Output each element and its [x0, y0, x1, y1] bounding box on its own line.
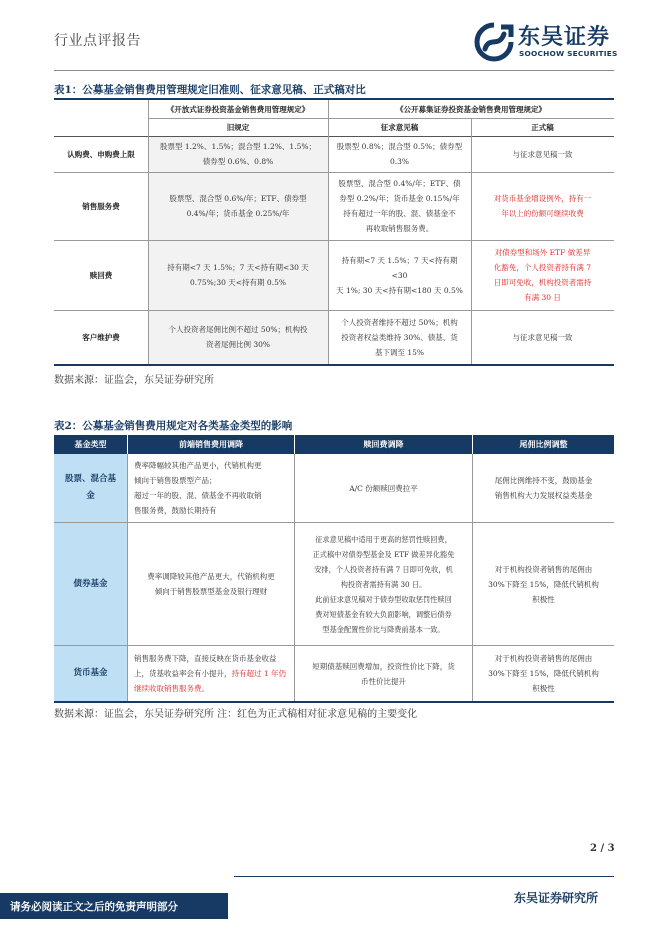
table2-cell-front-fee: 费率降幅较其他产品更小，代销机构更 倾向于销售股票型产品； 超过一年的股、混、债基金不再收取销 售服务费，鼓励长期持有	[134, 461, 262, 515]
table1-cell-old: 股票型、混合型 0.6%/年；ETF、债券型 0.4%/年；货币基金 0.25%/年	[148, 172, 328, 240]
table2-cell-redemption-fee-change: 征求意见稿中适用于更高的惩罚性赎回费， 正式稿中对债券型基金及 ETF 做差异化豁免 安排，个人投资者持有满 7 日即可免收，机 构投资者需持有满 30 日。 此前征求意见稿对于债券型收取惩罚性赎回 费对短债基金有较大负面影响，调整后债券 型基金配置性价比与降费前基本一致。	[312, 534, 455, 634]
table1-gridline	[54, 310, 614, 311]
page-number: 2 / 3	[590, 843, 615, 854]
table2-bottom-rule	[54, 701, 614, 703]
table1-cell-draft: 股票型、混合型 0.4%/年；ETF、债 券型 0.2%/年；货币基金 0.15%/年 持有超过一年的股、混、债基金不 再收取销售服务费。	[338, 179, 461, 233]
table1-cell-draft: 持有期<7 天 1.5%；7 天<持有期<30 天 1%; 30 天<持有期<180 天 0.5%	[336, 255, 463, 295]
table1-gridline	[471, 118, 472, 364]
table1-row-label: 销售服务费	[82, 201, 120, 211]
table2-category-equity-mixed: 股票、混合基 金	[54, 454, 127, 522]
table1-gridline	[148, 100, 149, 364]
table1-source: 数据来源：证监会，东吴证券研究所	[54, 375, 214, 386]
table1-row-label: 认购费、申购费上限	[67, 149, 135, 159]
table1-cell-final: 对债券型和场外 ETF 做差异 化豁免，个人投资者持有满 7 日即可免收，机构投资者需持 有满 30 日	[493, 248, 592, 302]
soochow-logo-icon	[474, 22, 514, 62]
table2-cell-front-fee: 费率调降较其他产品更大，代销机构更 倾向于销售股票型基金及银行理财	[147, 572, 275, 596]
report-type-label: 行业点评报告	[54, 33, 141, 49]
table1-caption: 表1：公募基金销售费用管理规定旧准则、征求意见稿、正式稿对比	[54, 84, 366, 96]
table1-row-label: 客户维护费	[82, 332, 120, 342]
table2-header-fund-type: 基金类型	[54, 435, 127, 454]
table2-header-trail-fee: 尾佣比例调整	[473, 435, 614, 454]
table1-new-regulation-title: 《公开募集证券投资基金销售费用管理规定》	[396, 104, 546, 114]
table1-gridline	[328, 100, 329, 364]
table2-cell-redemption-fee: A/C 份额赎回费拉平	[349, 483, 418, 493]
table1-gridline	[148, 118, 614, 119]
table1-gridline	[54, 136, 614, 137]
table1-cell-old: 股票型 1.2%、1.5%；混合型 1.2%、1.5%； 债券型 0.6%、0.8%	[148, 136, 328, 172]
table1-col-old: 旧规定	[226, 122, 250, 132]
table2-category-bond: 债券基金	[54, 523, 127, 645]
table2-gridline	[54, 645, 614, 646]
table2-header-redemption-fee: 赎回费调降	[295, 435, 472, 454]
table2-cell-trail-fee: 对于机构投资者销售的尾佣由 30%下降至 15%，降低代销机构 积极性	[488, 564, 599, 604]
table2-cell-trail-fee: 尾佣比例维持不变，鼓励基金 销售机构大力发展权益类基金	[494, 476, 593, 500]
table2-gridline	[294, 454, 295, 701]
table1-cell-old: 个人投资者尾佣比例不超过 50%；机构投 资者尾佣比例 30%	[148, 310, 328, 364]
table2-cell-redemption-fee: 短期债基赎回费增加，投资性价比下降，货 币性价比提升	[312, 661, 455, 686]
logo-english-name: SOOCHOW SECURITIES	[519, 49, 618, 58]
table2-gridline	[54, 522, 614, 523]
table1-gridline	[54, 240, 614, 241]
table1-bottom-rule	[54, 364, 614, 366]
table2-gridline	[127, 454, 128, 701]
table2-category-money-market: 货币基金	[54, 646, 127, 701]
footer-organization: 东吴证券研究所	[514, 891, 599, 905]
table1-cell-draft: 股票型 0.8%；混合型 0.5%；债券型 0.3%	[336, 142, 463, 166]
table1-cell-final: 与征求意见稿一致	[512, 332, 573, 342]
table1-cell-draft: 个人投资者维持不超过 50%；机构 投资者权益类维持 30%、债基、货 基下调至 15%	[341, 317, 458, 357]
table1-cell-old: 持有期<7 天 1.5%；7 天<持有期<30 天 0.75%;30 天<持有期 0.5%	[148, 240, 328, 310]
table2-source: 数据来源：证监会，东吴证券研究所 注：红色为正式稿相对征求意见稿的主要变化	[54, 709, 418, 720]
table1-col-final: 正式稿	[531, 122, 554, 132]
table1-cell-final: 与征求意见稿一致	[512, 149, 573, 159]
table2-cell-trail-fee: 对于机构投资者销售的尾佣由 30%下降至 15%，降低代销机构 积极性	[488, 654, 599, 693]
header-divider	[54, 70, 614, 71]
table2-header-front-fee: 前端销售费用调降	[128, 435, 294, 454]
table1-gridline	[54, 172, 614, 173]
company-logo	[474, 20, 624, 64]
table1-col-draft: 征求意见稿	[380, 122, 419, 132]
table2-gridline	[472, 454, 473, 701]
table1-cell-final: 对货币基金增设例外，持有一 年以上的份额可继续收费	[493, 194, 592, 218]
table1-row-label: 赎回费	[89, 270, 113, 280]
footer-divider	[234, 876, 614, 877]
logo-chinese-name: 东吴证券	[518, 25, 611, 50]
footer-disclaimer-text: 请务必阅读正文之后的免责声明部分	[10, 901, 178, 913]
table2-cell-front-fee: 销售服务费下降，直接反映在货币基金收益上，货基收益率会有小提升，持有超过 1 年仍继续收取销售服务费。	[134, 654, 287, 693]
table2-caption: 表2：公募基金销售费用规定对各类基金类型的影响	[54, 420, 293, 432]
table1-old-regulation-title: 《开放式证券投资基金销售费用管理规定》	[166, 104, 310, 114]
